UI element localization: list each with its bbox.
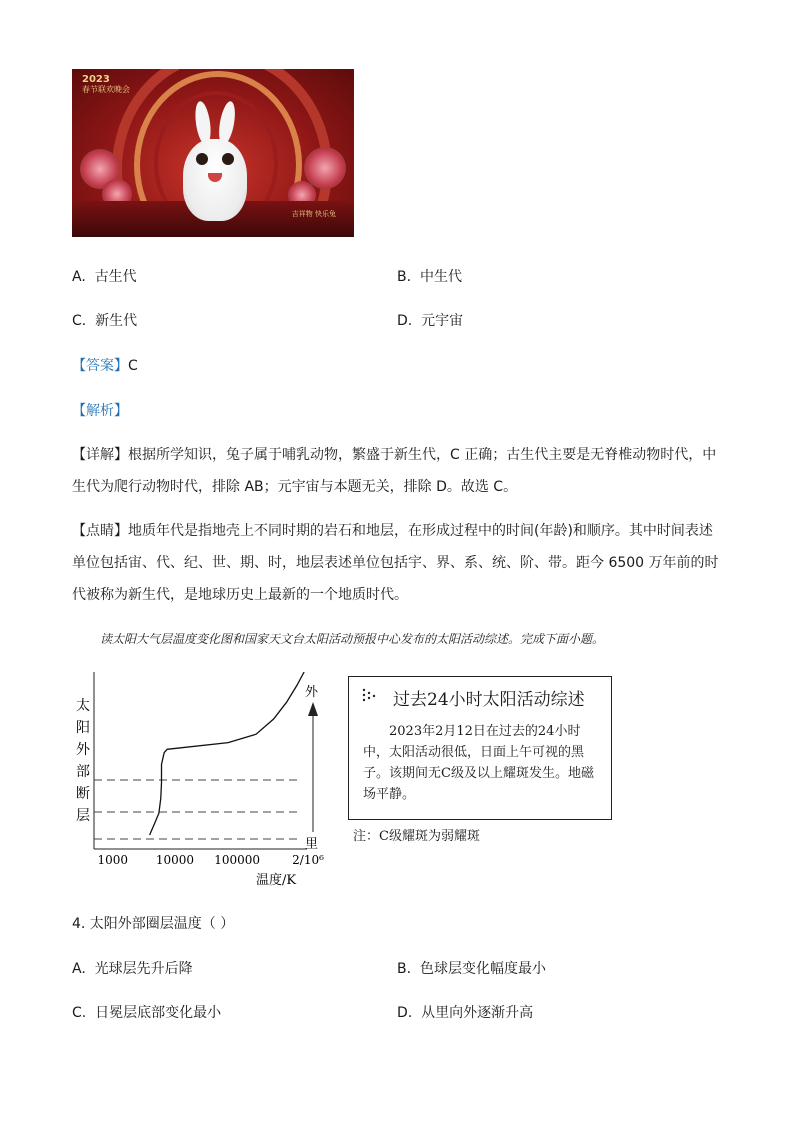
q4-stem: 4. 太阳外部圈层温度（ ）: [72, 916, 235, 932]
option-letter: A.: [72, 961, 86, 977]
gala-mascot-photo: [72, 69, 354, 237]
y-axis-label-char: 太: [76, 698, 90, 714]
option-text: 元宇宙: [421, 313, 464, 329]
option-letter: C.: [72, 313, 87, 329]
solar-atmosphere-temperature-chart: [72, 672, 342, 892]
option-text: 色球层变化幅度最小: [419, 961, 546, 977]
direction-in-label: 里: [305, 837, 319, 852]
answer-line: [72, 356, 138, 376]
y-axis-label-char: 阳: [76, 720, 90, 736]
answer-value: C: [128, 358, 138, 374]
gala-caption: 吉祥物 快乐兔: [291, 210, 336, 218]
x-axis-label: 温度/K: [256, 873, 297, 888]
q4-option-b: [397, 959, 546, 979]
y-axis-label: [76, 697, 91, 824]
x-tick-label: 1000: [97, 853, 129, 867]
gala-logo: [82, 75, 130, 95]
option-letter: B.: [397, 269, 412, 285]
dots-icon: [361, 687, 381, 707]
direction-out-label: 外: [305, 685, 319, 700]
q4-option-a: [72, 959, 193, 979]
arrow-head: [308, 702, 318, 716]
option-text: 日冕层底部变化最小: [95, 1005, 222, 1021]
point-paragraph: [72, 515, 722, 611]
point-text: 地质年代是指地壳上不同时期的岩石和地层，在形成过程中的时间(年龄)和顺序。其中时间表述单位包括宙、代、纪、世、期、时，地层表述单位包括宇、界、系、统、阶、带。距今 6500 万年前的时代被称为新生代，是地球历史上最新的一个地质时代。: [72, 523, 719, 603]
option-text: 中生代: [419, 269, 462, 285]
q3-option-b: [397, 267, 462, 287]
option-text: 从里向外逐渐升高: [421, 1005, 534, 1021]
q4-option-d: [397, 1003, 533, 1023]
info-box-note: 注：C级耀斑为弱耀斑: [353, 829, 480, 844]
gala-logo-year: 2023: [82, 74, 110, 85]
y-axis-label-char: 外: [76, 742, 90, 758]
detail-label: 【详解】: [72, 447, 128, 463]
option-letter: C.: [72, 1005, 87, 1021]
info-box-title: 过去24小时太阳活动综述: [393, 690, 585, 710]
y-axis-label-char: 断: [76, 786, 90, 802]
gala-logo-title: 春节联欢晚会: [82, 85, 130, 94]
x-tick-label: 10000: [155, 853, 195, 867]
option-letter: B.: [397, 961, 412, 977]
analysis-label: 【解析】: [72, 403, 128, 419]
q4-option-c: [72, 1003, 221, 1023]
q3-option-d: [397, 311, 463, 331]
detail-paragraph: [72, 439, 722, 503]
solar-activity-summary-box: [348, 676, 612, 820]
x-tick-label: 100000: [214, 853, 261, 867]
detail-text: 根据所学知识，兔子属于哺乳动物，繁盛于新生代，C 正确；古生代主要是无脊椎动物时代，中生代为爬行动物时代，排除 AB；元宇宙与本题无关，排除 D。故选 C。: [72, 447, 717, 495]
option-text: 古生代: [94, 269, 137, 285]
option-letter: A.: [72, 269, 86, 285]
option-letter: D.: [397, 313, 413, 329]
option-letter: D.: [397, 1005, 413, 1021]
y-axis-label-char: 部: [76, 764, 90, 780]
y-axis-label-char: 层: [76, 808, 90, 824]
point-label: 【点睛】: [72, 523, 128, 539]
answer-label: 【答案】: [72, 358, 128, 374]
option-text: 光球层先升后降: [94, 961, 193, 977]
temperature-curve: [150, 672, 305, 835]
q3-option-a: [72, 267, 137, 287]
q3-option-c: [72, 311, 137, 331]
x-tick-label: 2/10⁶: [292, 853, 324, 867]
reading-intro: 读太阳大气层温度变化图和国家天文台太阳活动预报中心发布的太阳活动综述。完成下面小题。: [100, 632, 605, 646]
info-box-body: 2023年2月12日在过去的24小时中，太阳活动很低，日面上午可视的黑子。该期间无C级及以上耀斑发生。地磁场平静。: [363, 724, 594, 802]
option-text: 新生代: [95, 313, 138, 329]
